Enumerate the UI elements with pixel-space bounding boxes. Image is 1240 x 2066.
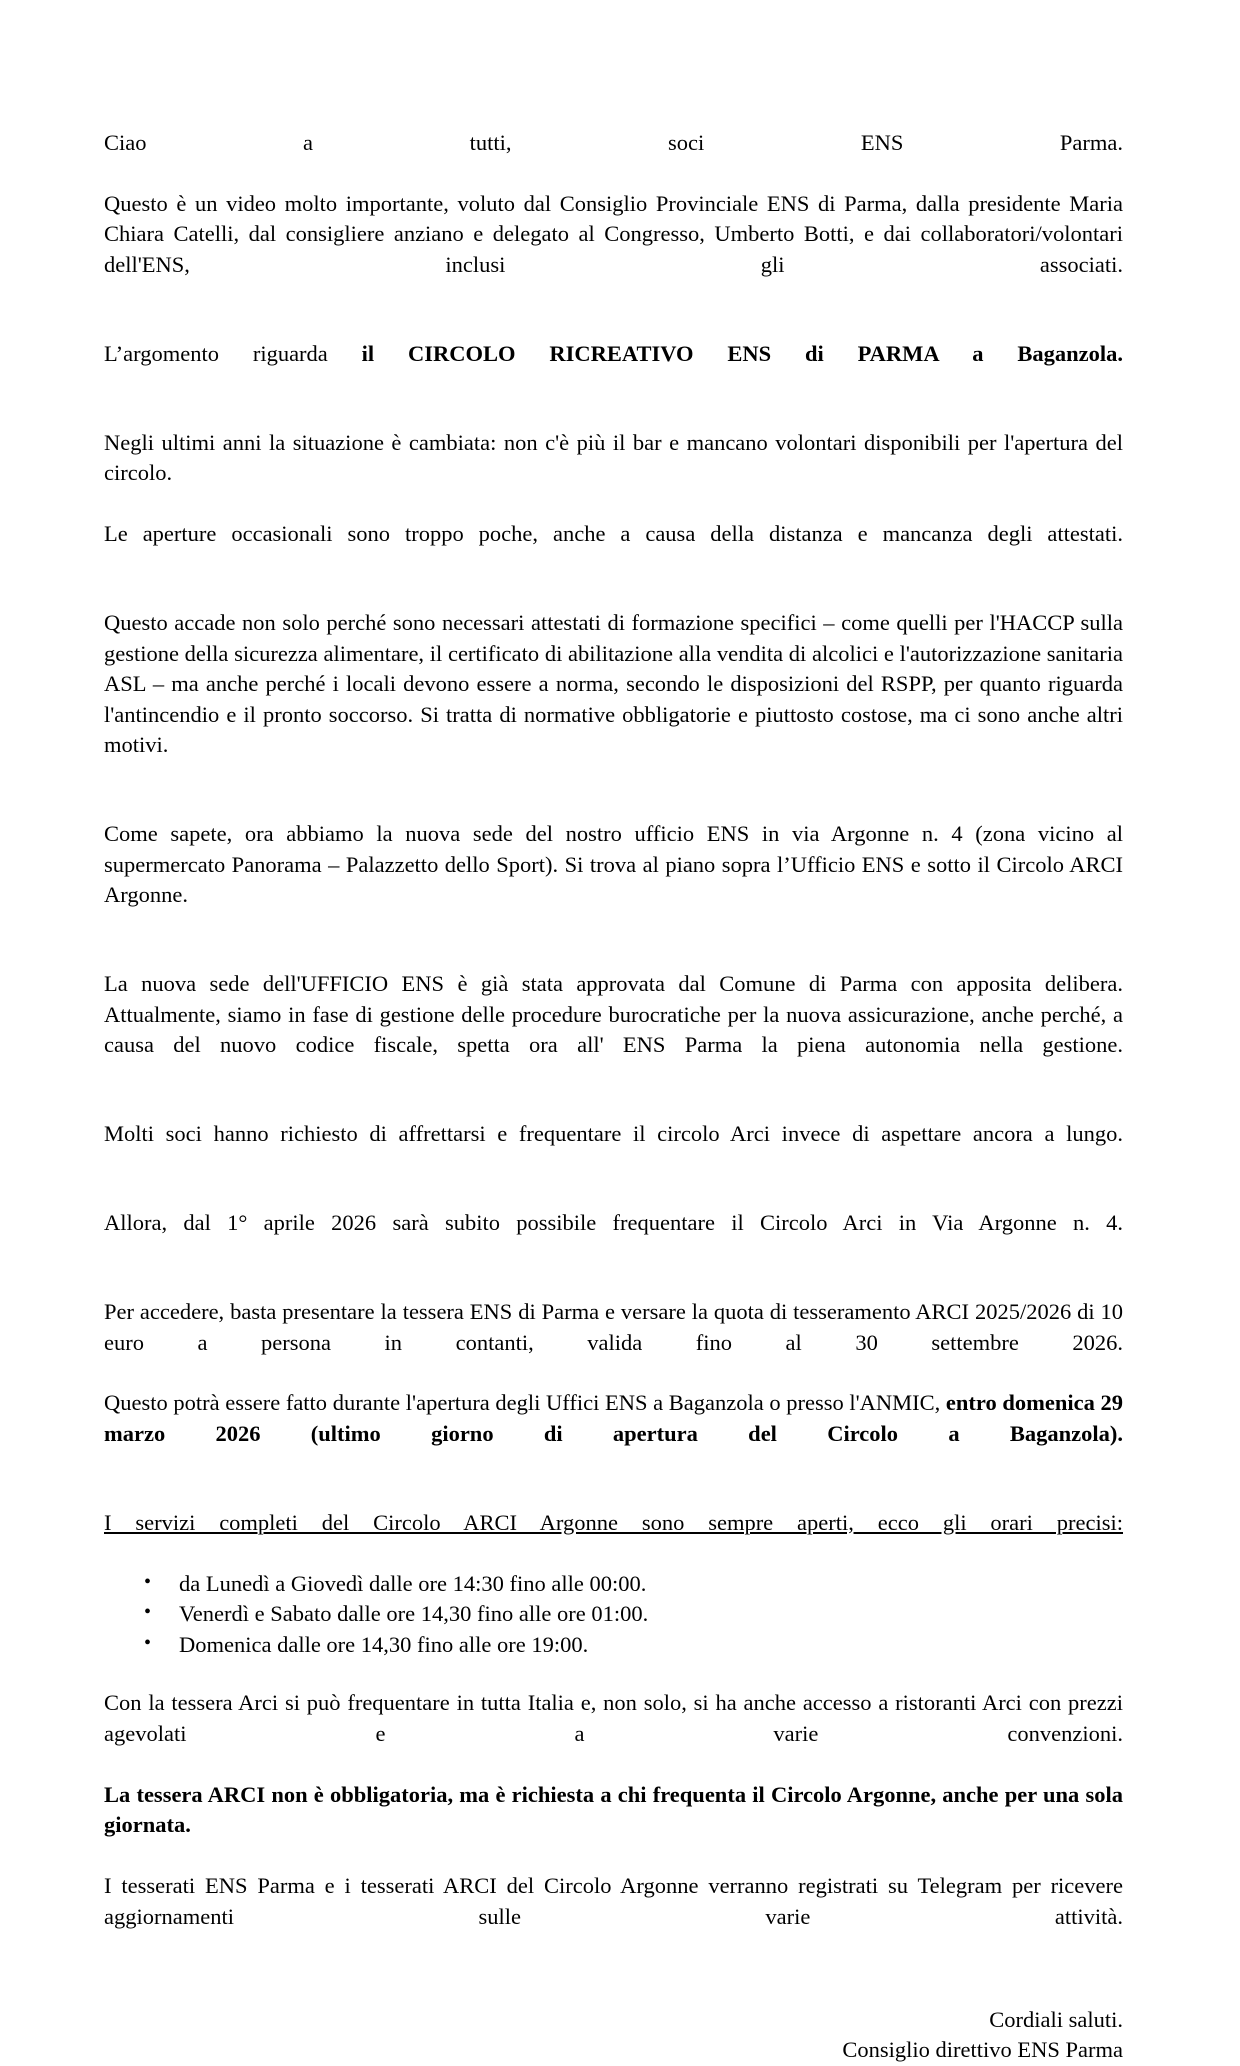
paragraph-greeting-line1: Ciao a tutti, soci ENS Parma. [104,130,1123,155]
paragraph-start-date: Allora, dal 1° aprile 2026 sarà subito possibile frequentare il Circolo Arci in Via Argonne n. 4. [104,1210,1123,1236]
bullet-icon: • [144,1570,152,1593]
signature-line-2: Consiglio direttivo ENS Parma [842,2037,1123,2063]
spacer [104,1660,1123,1688]
bullet-icon: • [144,1601,152,1624]
list-item-label: Domenica dalle ore 14,30 fino alle ore 19:00. [179,1631,589,1657]
spacer [104,580,1123,608]
signature-line-1: Cordiali saluti. [989,2006,1123,2032]
hours-heading [104,1508,1123,1569]
list-item-label: da Lunedì a Giovedì dalle ore 14:30 fino alle 00:00. [179,1570,647,1596]
paragraph-access-line2 [104,1388,1123,1479]
paragraph-arci-benefits: Con la tessera Arci si può frequentare in tutta Italia e, non solo, si ha anche accesso a ristoranti Arci con prezzi agevolati e a varie convenzioni. [104,1690,1123,1746]
list-item [144,1599,1123,1629]
paragraph-new-office: Come sapete, ora abbiamo la nuova sede del nostro ufficio ENS in via Argonne n. 4 (zona vicino al supermercato Panorama – Palazzetto dello Sport). Si trova al piano sopra l’Ufficio ENS e sotto il Circolo ARCI Argonne. [104,821,1123,908]
spacer [104,311,1123,339]
bullet-icon: • [144,1631,152,1654]
spacer [104,1963,1123,1991]
paragraph-situation-line1: Negli ultimi anni la situazione è cambiata: non c'è più il bar e mancano volontari disponibili per l'apertura del circolo. [104,429,1123,486]
access-deadline-bold: entro domenica 29 marzo 2026 (ultimo giorno di apertura del Circolo a Baganzola). [104,1390,1123,1446]
paragraph-certificates: Questo accade non solo perché sono necessari attestati di formazione specifici – come quelli per l'HACCP sulla gestione della sicurezza alimentare, il certificato di abilitazione alla vendita di alcolici e l'autorizzazione sanitaria ASL – ma anche perché i locali devono essere a norma, secondo le disposizioni del RSPP, per quanto riguarda l'antincendio e il pronto soccorso. Si tratta di normative obbligatorie e piuttosto costose, ma ci sono anche altri motivi. [104,610,1123,758]
paragraph-approval: La nuova sede dell'UFFICIO ENS è già stata approvata dal Comune di Parma con apposita delibera. Attualmente, siamo in fase di gestione delle procedure burocratiche per la nuova assicurazione, anche perché, a causa del nuovo codice fiscale, spetta ora all' ENS Parma la piena autonomia nella gestione. [104,971,1123,1058]
paragraph-situation-line2: Le aperture occasionali sono troppo poche, anche a causa della distanza e mancanza degli attestati. [104,521,1123,547]
paragraph-arci-requirement [104,1780,1123,1871]
hours-list [104,1569,1123,1660]
paragraph-subject [104,339,1123,400]
spacer [104,791,1123,819]
paragraph-access-line1: Per accedere, basta presentare la tessera ENS di Parma e versare la quota di tesseramento ARCI 2025/2026 di 10 euro a persona in contanti, valida fino al 30 settembre 2026. [104,1299,1123,1355]
subject-prefix: L’argomento riguarda [104,340,362,366]
spacer [104,1480,1123,1508]
arci-requirement-bold: La tessera ARCI non è obbligatoria, ma è richiesta a chi frequenta il Circolo Argonne, anche per una sola giornata. [104,1781,1123,1838]
paragraph-members-request: Molti soci hanno richiesto di affrettarsi e frequentare il circolo Arci invece di aspettare ancora a lungo. [104,1121,1123,1147]
spacer [104,400,1123,428]
spacer [104,941,1123,969]
list-item [144,1630,1123,1660]
list-item [144,1569,1123,1599]
access-prefix: Questo potrà essere fatto durante l'apertura degli Uffici ENS a Baganzola o presso l'ANMIC, [104,1390,946,1416]
subject-bold: il CIRCOLO RICREATIVO ENS di PARMA a Baganzola. [361,340,1123,366]
paragraph-greeting-line2: Questo è un video molto importante, voluto dal Consiglio Provinciale ENS di Parma, dalla presidente Maria Chiara Catelli, dal consigliere anziano e delegato al Congresso, Umberto Botti, e dai collaboratori/volontari dell'ENS, inclusi gli associati. [104,190,1123,277]
paragraph-telegram: I tesserati ENS Parma e i tesserati ARCI del Circolo Argonne verranno registrati su Telegram per ricevere aggiornamenti sulle varie attività. [104,1873,1123,1929]
spacer [104,1269,1123,1297]
list-item-label: Venerdì e Sabato dalle ore 14,30 fino alle ore 01:00. [179,1601,649,1627]
spacer [104,1991,1123,2005]
spacer [104,1180,1123,1208]
document-body [104,128,1123,2066]
spacer [104,1091,1123,1119]
hours-heading-text: I servizi completi del Circolo ARCI Argonne sono sempre aperti, ecco gli orari precisi: [104,1509,1123,1535]
